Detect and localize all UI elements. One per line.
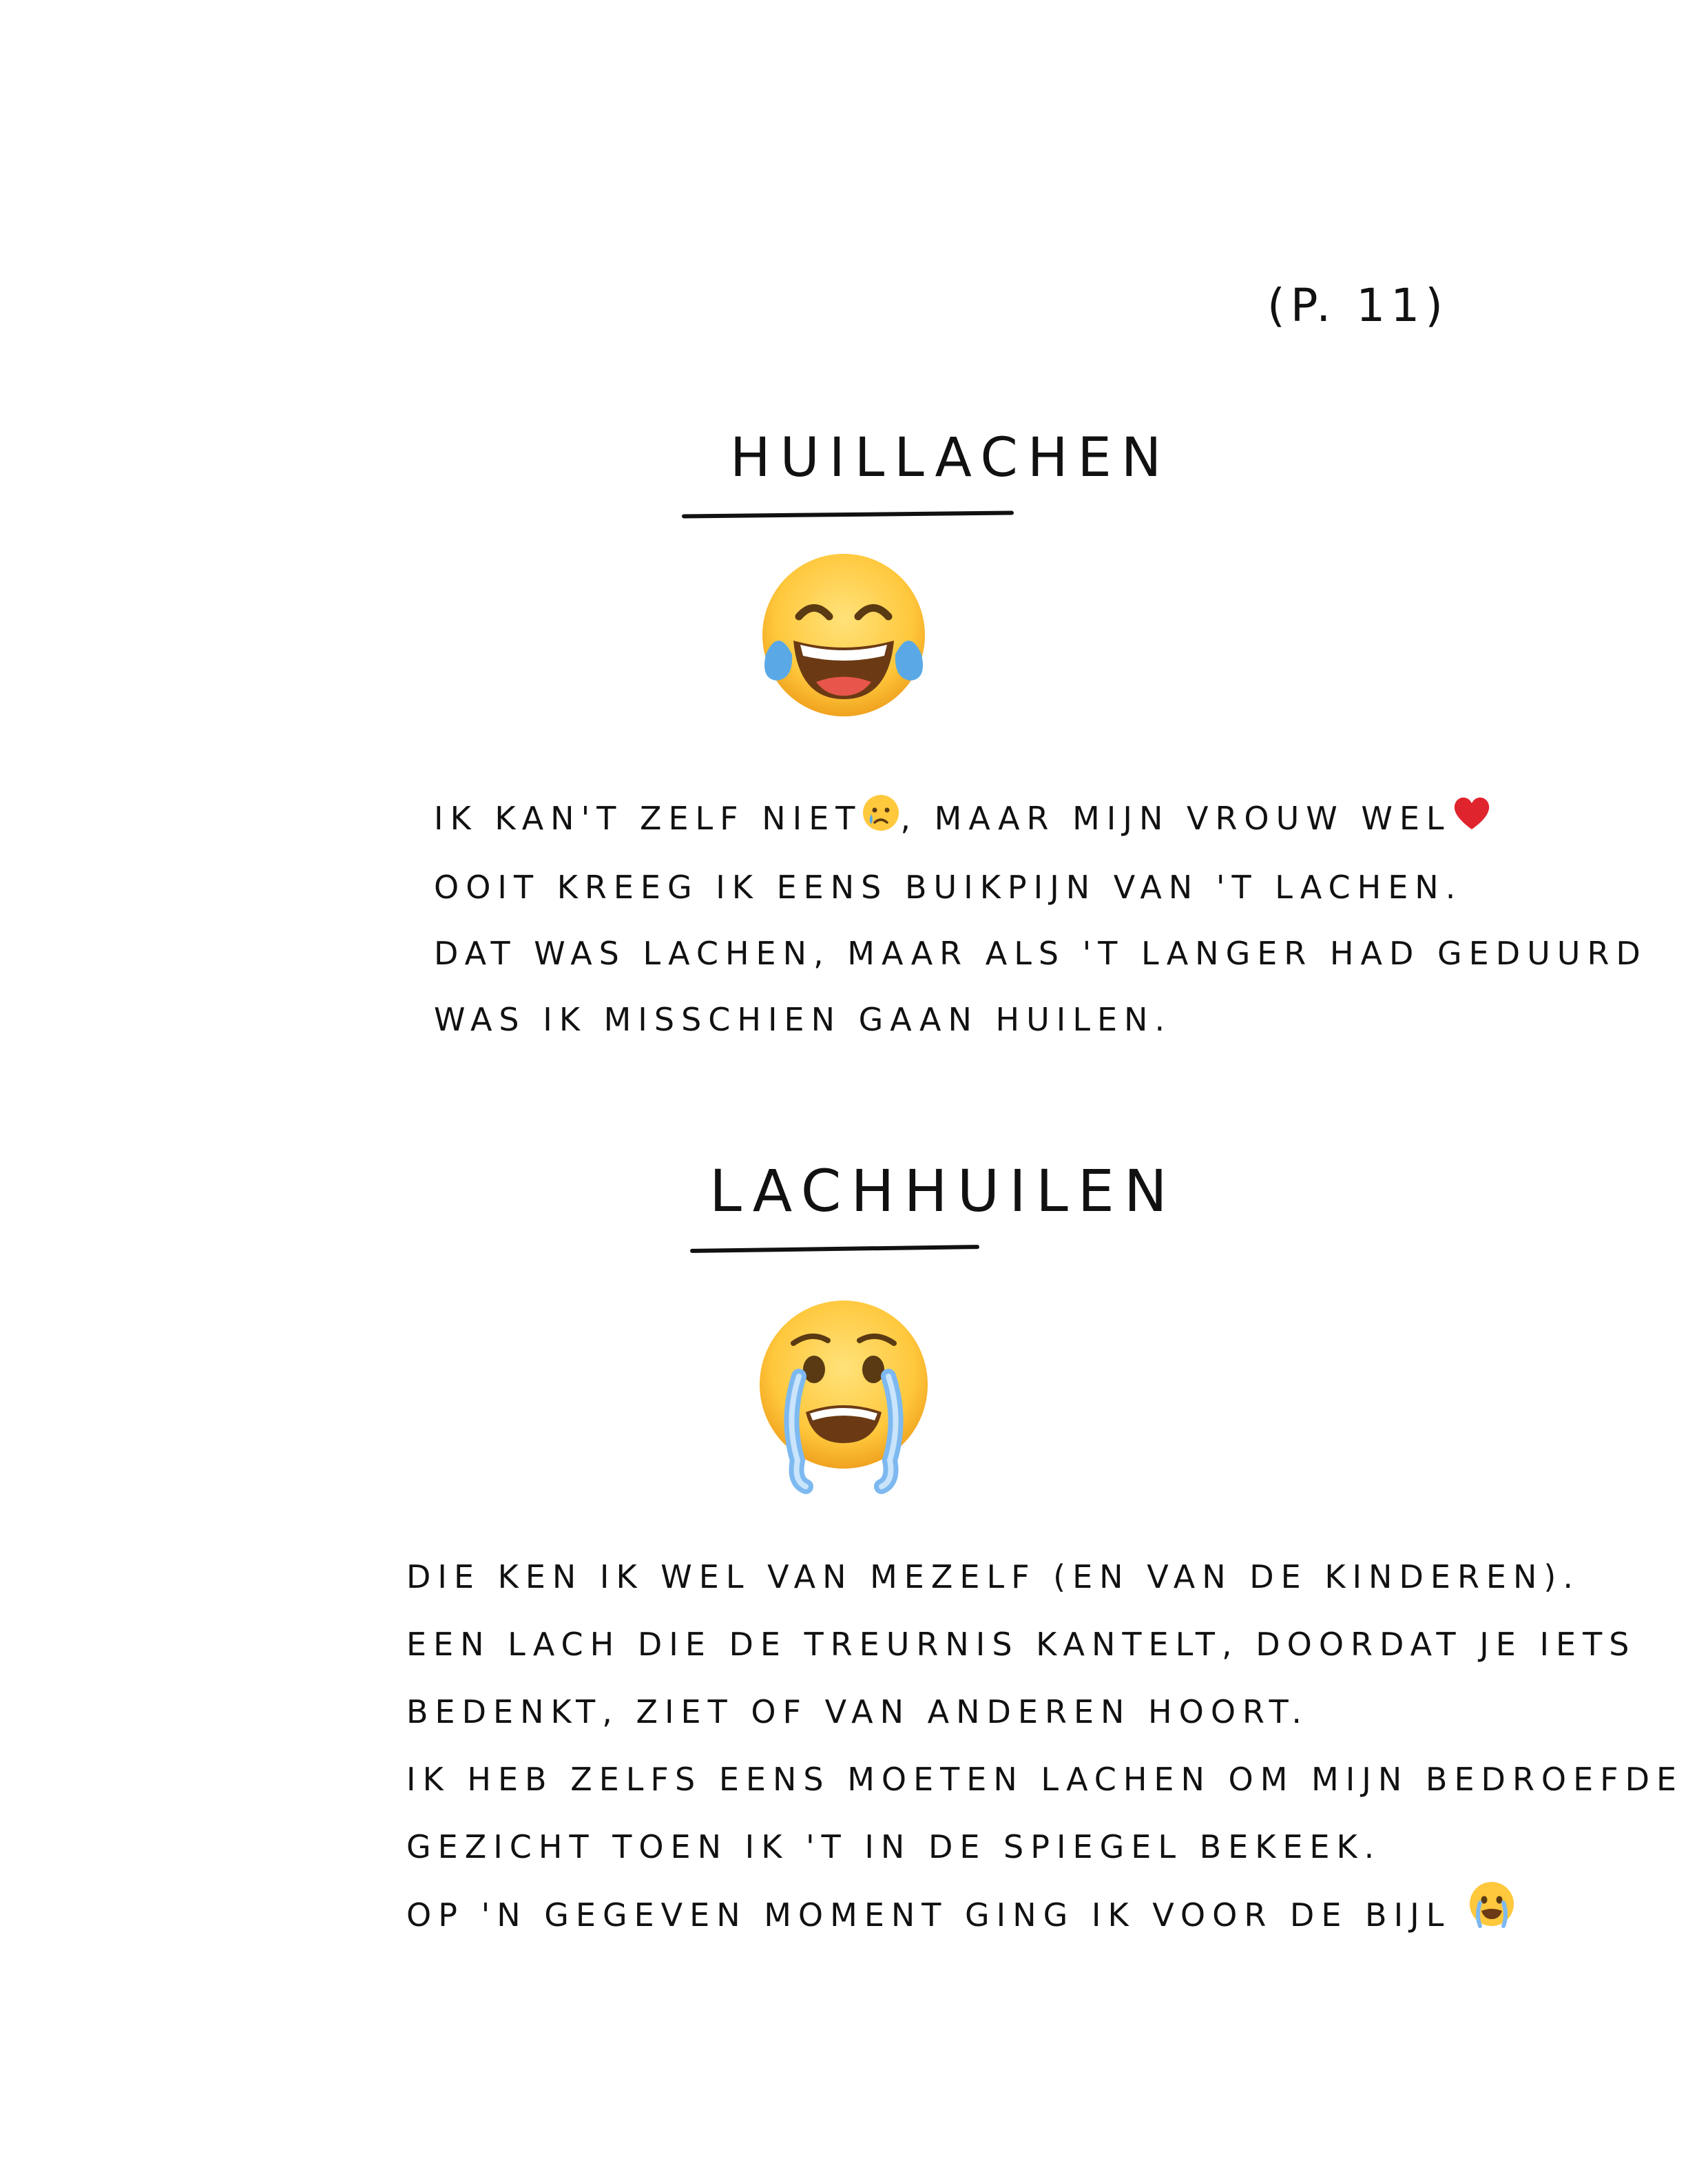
page-number: (P. 11) [1267,279,1448,332]
text-segment: IK KAN'T ZELF NIET [434,800,862,837]
text-line [406,1881,1683,1954]
title-underline [690,1245,979,1253]
text-line [434,785,1647,854]
red-heart-icon [1451,788,1492,854]
face-holding-back-tears-icon [1468,1881,1516,1954]
text-line: DAT WAS LACHEN, MAAR ALS 'T LANGER HAD GEDUURD [434,934,1647,972]
text-line: OOIT KREEG IK EENS BUIKPIJN VAN 'T LACHEN. [434,868,1463,906]
text-line: EEN LACH DIE DE TREURNIS KANTELT, DOORDAT JE IETS [406,1626,1636,1663]
text-line: WAS IK MISSCHIEN GAAN HUILEN. [434,1000,1172,1038]
section-title-huillachen: HUILLACHEN [730,427,1171,489]
paragraph-lachhuilen [406,1543,1683,1954]
crying-face-icon [862,788,900,854]
paragraph-huillachen [434,785,1647,1053]
face-holding-back-tears-icon [751,1295,937,1495]
text-segment: , MAAR MIJN VROUW WEL [900,800,1451,837]
text-line: DIE KEN IK WEL VAN MEZELF (EN VAN DE KINDEREN). [406,1558,1580,1595]
title-underline [682,510,1014,518]
section-title-lachhuilen: LACHHUILEN [709,1157,1177,1225]
face-with-tears-of-joy-icon [751,551,937,723]
text-line: BEDENKT, ZIET OF VAN ANDEREN HOORT. [406,1693,1309,1730]
text-line: GEZICHT TOEN IK 'T IN DE SPIEGEL BEKEEK. [406,1828,1382,1865]
text-segment: OP 'N GEGEVEN MOMENT GING IK VOOR DE BIJL [406,1896,1451,1934]
text-line: IK HEB ZELFS EENS MOETEN LACHEN OM MIJN BEDROEFDE [406,1761,1684,1798]
